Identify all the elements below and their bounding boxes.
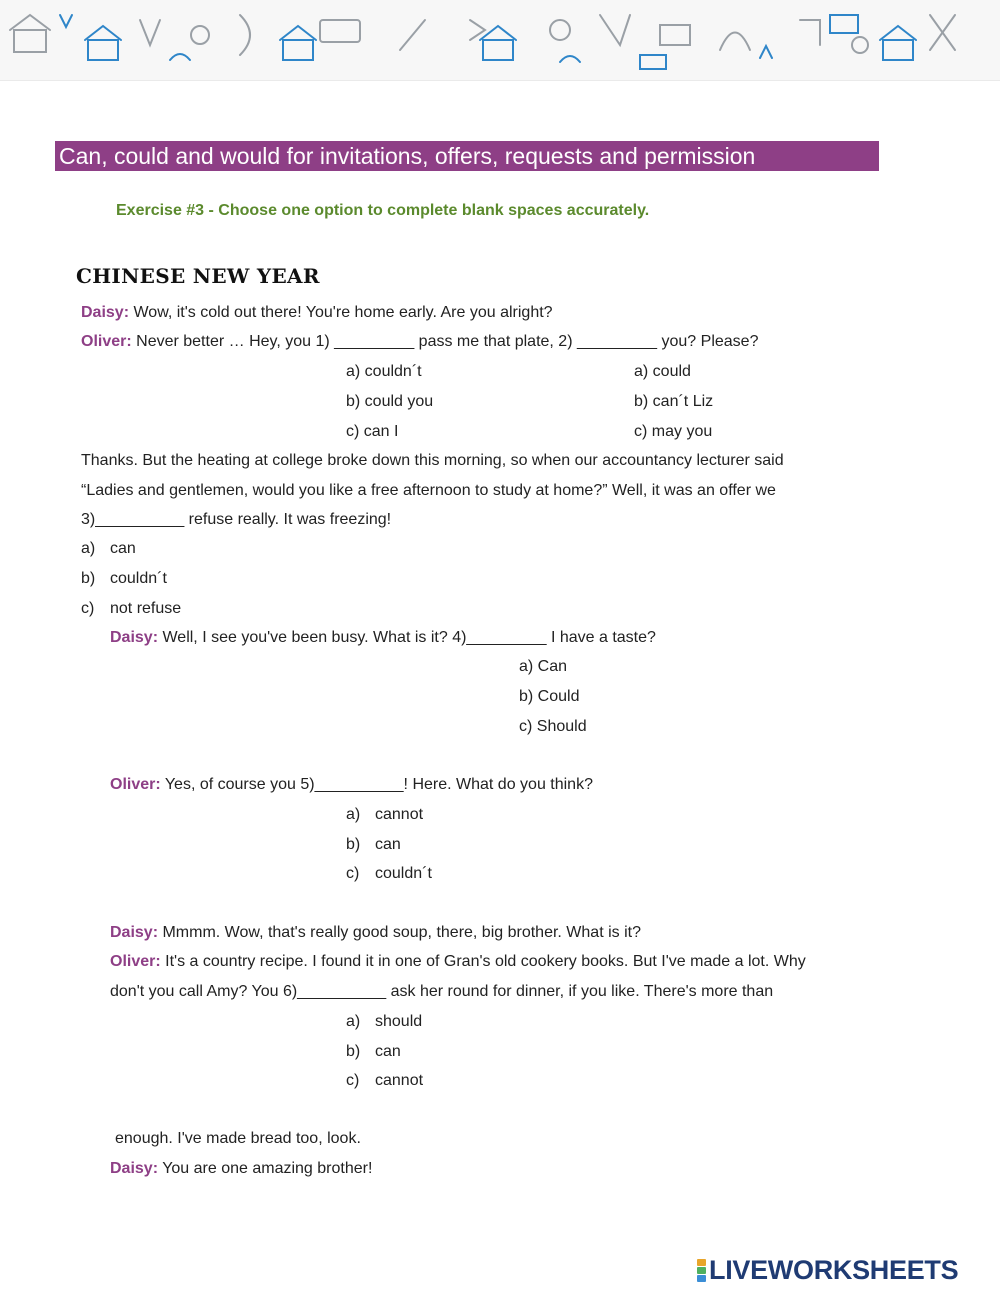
dialogue-line: enough. I've made bread too, look. — [115, 1130, 361, 1147]
liveworksheets-logo — [697, 1255, 958, 1285]
q2-option-b[interactable]: b) can´t Liz — [634, 393, 714, 410]
logo-text: LIVEWORKSHEETS — [709, 1255, 959, 1285]
speaker-label: Daisy: — [110, 924, 159, 941]
option-text: cannot — [375, 806, 424, 823]
dialogue-line — [110, 628, 656, 648]
q4-option-b[interactable]: b) Could — [519, 688, 580, 705]
q4-option-a[interactable]: a) Can — [519, 658, 568, 675]
dialogue-line — [110, 775, 593, 795]
q1-option-b[interactable]: b) could you — [346, 393, 434, 410]
speaker-label: Daisy: — [110, 1160, 159, 1177]
exercise-instruction: Exercise #3 - Choose one option to complete blank spaces accurately. — [116, 202, 650, 219]
logo-blocks-icon — [697, 1258, 706, 1282]
speaker-label: Daisy: — [81, 304, 130, 321]
speaker-label: Oliver: — [110, 953, 161, 970]
paragraph-line: 3)__________ refuse really. It was freezing! — [81, 511, 392, 528]
option-text: cannot — [375, 1072, 424, 1089]
dialogue-text: You are one amazing brother! — [158, 1160, 373, 1177]
speaker-label: Oliver: — [110, 776, 161, 793]
dialogue-text: Wow, it's cold out there! You're home early. Are you alright? — [129, 304, 553, 321]
doodle-banner — [0, 0, 1000, 81]
option-text: can — [110, 540, 136, 557]
dialogue-line — [81, 332, 758, 352]
q6-option-c[interactable] — [346, 1071, 423, 1091]
q6-option-b[interactable] — [346, 1042, 401, 1062]
paragraph-line: Thanks. But the heating at college broke down this morning, so when our accountancy lecturer said — [81, 452, 784, 469]
q5-option-a[interactable] — [346, 805, 423, 825]
dialogue-line — [110, 1159, 372, 1179]
q3-option-a[interactable] — [81, 539, 136, 559]
paragraph-line: “Ladies and gentlemen, would you like a free afternoon to study at home?” Well, it was an offer we — [81, 482, 776, 499]
q1-option-c[interactable]: c) can I — [346, 423, 399, 440]
option-letter: b) — [81, 570, 96, 587]
dialogue-line — [81, 303, 553, 323]
option-letter: c) — [81, 600, 95, 617]
q3-option-b[interactable] — [81, 569, 167, 589]
doodle-pattern-icon — [0, 0, 1000, 80]
option-text: should — [375, 1013, 423, 1030]
page-title: Can, could and would for invitations, offers, requests and permission — [55, 141, 879, 171]
dialogue-text: It's a country recipe. I found it in one of Gran's old cookery books. But I've made a lot. Why — [160, 953, 806, 970]
option-letter: b) — [346, 1043, 361, 1060]
dialogue-line — [110, 923, 641, 943]
dialogue-text: Well, I see you've been busy. What is it? 4)_________ I have a taste? — [158, 629, 656, 646]
q2-option-c[interactable]: c) may you — [634, 423, 713, 440]
option-text: not refuse — [110, 600, 182, 617]
option-text: couldn´t — [110, 570, 167, 587]
dialogue-text: Never better … Hey, you 1) _________ pass me that plate, 2) _________ you? Please? — [131, 333, 759, 350]
dialogue-line — [110, 952, 806, 972]
q3-option-c[interactable] — [81, 599, 181, 619]
option-letter: a) — [81, 540, 96, 557]
story-title: CHINESE NEW YEAR — [76, 264, 320, 288]
option-letter: a) — [346, 806, 361, 823]
speaker-label: Daisy: — [110, 629, 159, 646]
option-text: couldn´t — [375, 865, 432, 882]
option-text: can — [375, 1043, 401, 1060]
dialogue-line: don't you call Amy? You 6)__________ ask her round for dinner, if you like. There's more than — [110, 983, 774, 1000]
option-letter: b) — [346, 836, 361, 853]
dialogue-text: Mmmm. Wow, that's really good soup, there, big brother. What is it? — [158, 924, 641, 941]
option-letter: a) — [346, 1013, 361, 1030]
q4-option-c[interactable]: c) Should — [519, 718, 587, 735]
speaker-label: Oliver: — [81, 333, 132, 350]
dialogue-text: Yes, of course you 5)__________! Here. What do you think? — [160, 776, 593, 793]
option-text: can — [375, 836, 401, 853]
q1-option-a[interactable]: a) couldn´t — [346, 363, 422, 380]
q2-option-a[interactable]: a) could — [634, 363, 691, 380]
q5-option-b[interactable] — [346, 835, 401, 855]
option-letter: c) — [346, 1072, 360, 1089]
q5-option-c[interactable] — [346, 864, 432, 884]
q6-option-a[interactable] — [346, 1012, 422, 1032]
option-letter: c) — [346, 865, 360, 882]
